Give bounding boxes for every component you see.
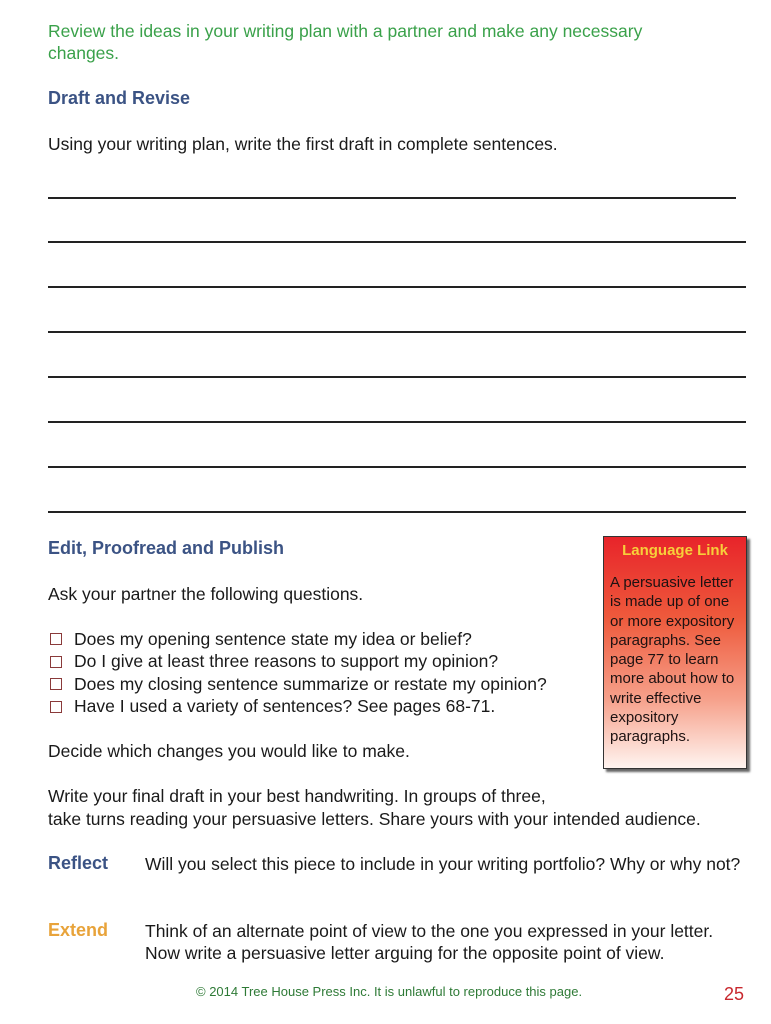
writing-line[interactable] [48, 286, 746, 288]
checklist-item-label: Does my opening sentence state my idea or belief? [74, 628, 472, 649]
writing-line[interactable] [48, 421, 746, 423]
checklist-item-label: Does my closing sentence summarize or restate my opinion? [74, 673, 547, 694]
edit-heading: Edit, Proofread and Publish [48, 538, 285, 558]
writing-line[interactable] [48, 466, 746, 468]
edit-prompt: Ask your partner the following questions. [48, 584, 364, 604]
checklist-item-label: Do I give at least three reasons to support my opinion? [74, 651, 499, 672]
page-number: 25 [724, 984, 745, 1004]
reflect-text: Will you select this piece to include in your writing portfolio? Why or why not? [145, 854, 741, 874]
decide-text: Decide which changes you would like to make. [48, 741, 410, 761]
final-draft-line-1: Write your final draft in your best handwriting. In groups of three, [48, 786, 546, 806]
draft-heading: Draft and Revise [48, 88, 191, 108]
copyright-footer: © 2014 Tree House Press Inc. It is unlawful to reproduce this page. [196, 984, 583, 999]
final-draft-line-2: take turns reading your persuasive letters. Share yours with your intended audience. [48, 809, 701, 829]
checklist-item [48, 673, 547, 696]
checklist-item [48, 628, 547, 651]
reflect-label: Reflect [48, 853, 109, 873]
language-link-title: Language Link [622, 542, 728, 559]
language-link-box [603, 536, 747, 769]
draft-prompt: Using your writing plan, write the first draft in complete sentences. [48, 134, 558, 154]
writing-line[interactable] [48, 241, 746, 243]
language-link-text: A persuasive letter is made up of one or more expository paragraphs. See page 77 to learn more about how to write effective expository paragraphs. [610, 574, 735, 746]
checkbox-icon[interactable] [50, 656, 62, 668]
extend-label: Extend [48, 920, 109, 940]
checklist-item [48, 651, 547, 674]
checkbox-icon[interactable] [50, 633, 62, 645]
intro-instruction: Review the ideas in your writing plan with a partner and make any necessary changes. [48, 21, 643, 63]
writing-line[interactable] [48, 197, 736, 199]
checklist-item-label: Have I used a variety of sentences? See pages 68-71. [74, 696, 496, 717]
checkbox-icon[interactable] [50, 701, 62, 713]
writing-line[interactable] [48, 511, 746, 513]
writing-line[interactable] [48, 376, 746, 378]
writing-line[interactable] [48, 331, 746, 333]
checkbox-icon[interactable] [50, 678, 62, 690]
checklist-item [48, 696, 547, 719]
extend-text: Think of an alternate point of view to the one you expressed in your letter. Now write a persuasive letter arguing for the opposite point of view. [145, 921, 714, 963]
proofread-checklist [48, 628, 547, 718]
